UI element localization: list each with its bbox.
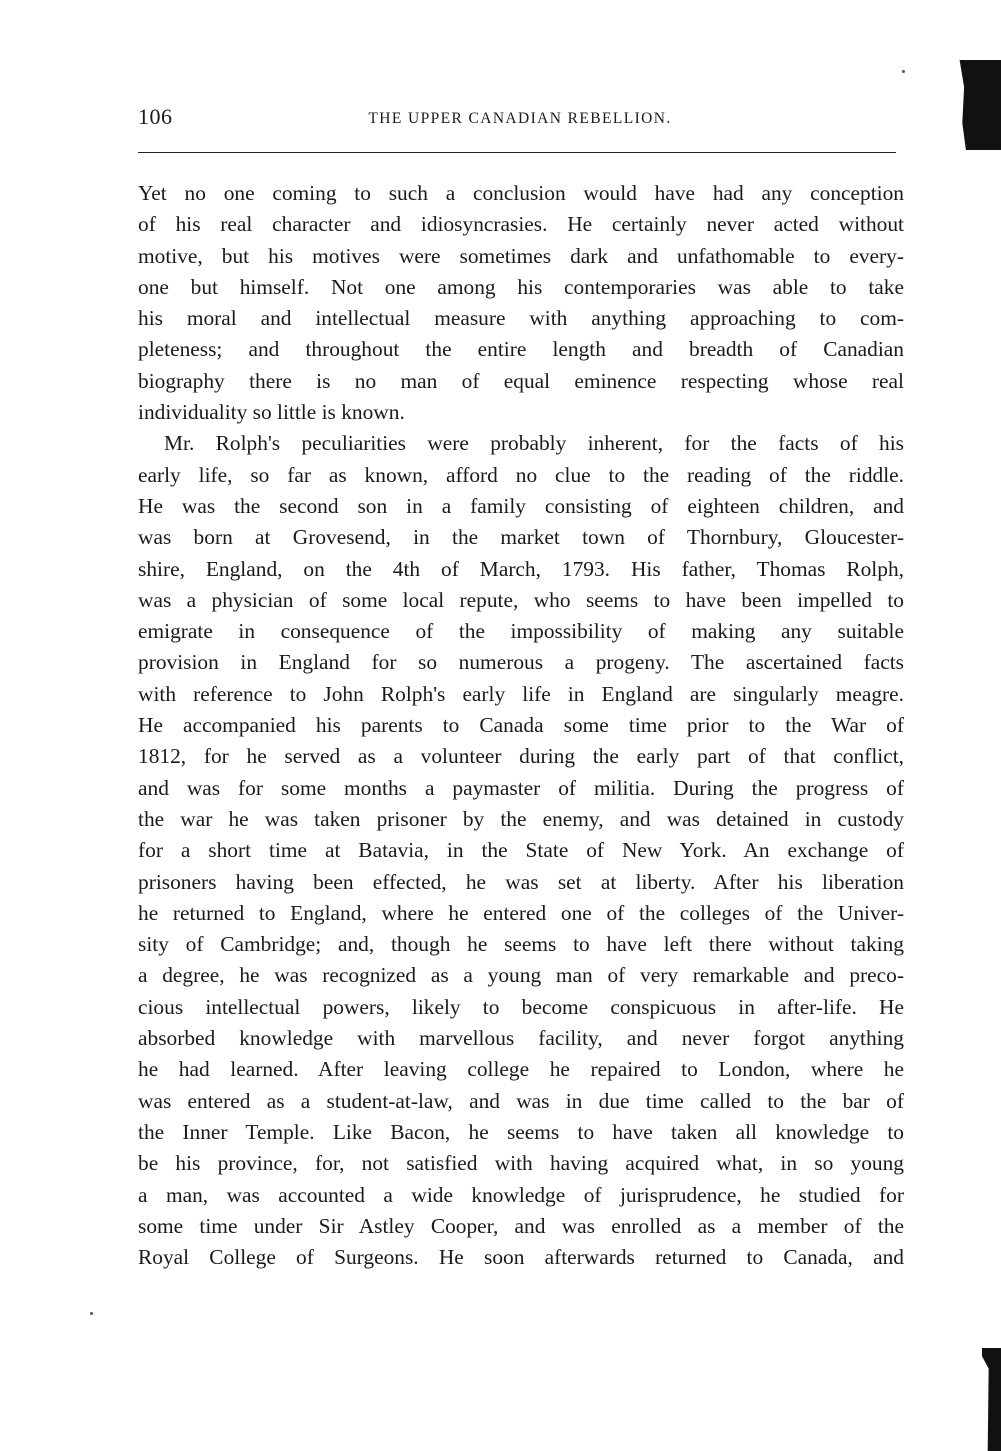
text-line: was born at Grovesend, in the market town of Thornbury, Gloucester-	[138, 525, 904, 550]
text-line: and was for some months a paymaster of militia. During the progress of	[138, 775, 904, 800]
text-line: was a physician of some local repute, who seems to have been impelled to	[138, 587, 904, 612]
text-line: for a short time at Batavia, in the State of New York. An exchange of	[138, 838, 904, 863]
text-line: prisoners having been effected, he was set at liberty. After his liberation	[138, 869, 904, 894]
text-line: provision in England for so numerous a progeny. The ascertained facts	[138, 650, 904, 675]
scan-edge-mark-top	[956, 60, 1001, 150]
text-line: motive, but his motives were sometimes dark and unfathomable to every-	[138, 243, 904, 268]
text-line: one but himself. Not one among his contemporaries was able to take	[138, 274, 904, 299]
text-line: sity of Cambridge; and, though he seems to have left there without taking	[138, 932, 904, 957]
text-line: 1812, for he served as a volunteer during the early part of that conflict,	[138, 744, 904, 769]
text-line: cious intellectual powers, likely to become conspicuous in after-life. He	[138, 994, 904, 1019]
text-line: he had learned. After leaving college he repaired to London, where he	[138, 1057, 904, 1082]
text-line: be his province, for, not satisfied with having acquired what, in so young	[138, 1151, 904, 1176]
text-line: shire, England, on the 4th of March, 1793. His father, Thomas Rolph,	[138, 556, 904, 581]
text-line: with reference to John Rolph's early life in England are singularly meagre.	[138, 681, 904, 706]
text-line: individuality so little is known.	[138, 400, 405, 425]
text-line: some time under Sir Astley Cooper, and was enrolled as a member of the	[138, 1213, 904, 1238]
page-number: 106	[138, 104, 173, 129]
text-line: He was the second son in a family consisting of eighteen children, and	[138, 493, 904, 518]
running-title: THE UPPER CANADIAN REBELLION.	[368, 110, 672, 127]
text-line: pleteness; and throughout the entire length and breadth of Canadian	[138, 337, 904, 362]
header-rule	[138, 152, 896, 153]
text-line: he returned to England, where he entered one of the colleges of the Univer-	[138, 900, 904, 925]
text-line: emigrate in consequence of the impossibility of making any suitable	[138, 619, 904, 644]
text-line: the Inner Temple. Like Bacon, he seems to have taken all knowledge to	[138, 1119, 904, 1144]
text-line: Royal College of Surgeons. He soon afterwards returned to Canada, and	[138, 1245, 904, 1270]
text-line: early life, so far as known, afford no clue to the reading of the riddle.	[138, 462, 904, 487]
text-line: absorbed knowledge with marvellous facility, and never forgot anything	[138, 1026, 904, 1051]
text-line: a degree, he was recognized as a young man of very remarkable and preco-	[138, 963, 904, 988]
text-line: Yet no one coming to such a conclusion would have had any conception	[138, 181, 904, 205]
text-line: was entered as a student-at-law, and was in due time called to the bar of	[138, 1088, 904, 1113]
text-line: his moral and intellectual measure with anything approaching to com-	[138, 306, 904, 331]
text-line: of his real character and idiosyncrasies. He certainly never acted without	[138, 212, 904, 237]
text-line: a man, was accounted a wide knowledge of jurisprudence, he studied for	[138, 1182, 904, 1207]
scan-speck	[90, 1312, 93, 1315]
scan-speck	[902, 70, 905, 73]
text-line: He accompanied his parents to Canada some time prior to the War of	[138, 713, 904, 738]
text-line: Mr. Rolph's peculiarities were probably inherent, for the facts of his	[164, 431, 904, 456]
body-text	[138, 178, 904, 1273]
scan-edge-mark-bottom	[982, 1348, 1001, 1451]
text-line: biography there is no man of equal eminence respecting whose real	[138, 368, 904, 393]
text-line: the war he was taken prisoner by the enemy, and was detained in custody	[138, 806, 904, 831]
